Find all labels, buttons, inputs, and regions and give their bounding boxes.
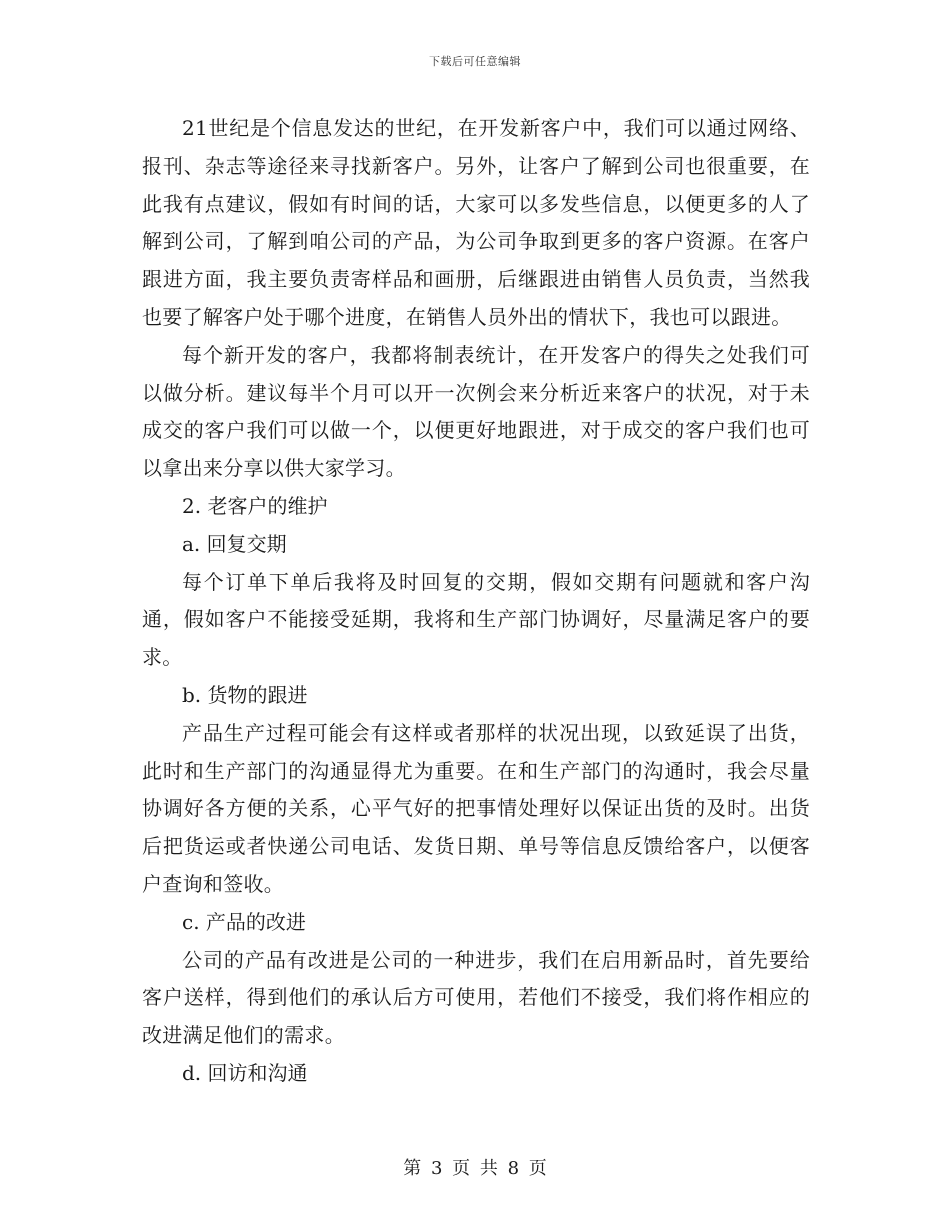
- section-heading-old-clients: 2. 老客户的维护: [182, 493, 328, 518]
- document-body: [142, 110, 810, 1093]
- page-header: 下载后可任意编辑: [429, 55, 521, 68]
- subheading-goods-followup: b. 货物的跟进: [182, 682, 308, 707]
- paragraph-client-statistics: 每个新开发的客户，我都将制表统计，在开发客户的得失之处我们可以做分析。建议每半个月可以开一次例会来分析近来客户的状况，对于未成交的客户我们可以做一个，以便更好地跟进，对于成交的客户我们也可以拿出来分享以供大家学习。: [142, 342, 810, 481]
- subheading-product-improvement: c. 产品的改进: [182, 909, 306, 934]
- subheading-delivery-reply: a. 回复交期: [182, 531, 287, 556]
- paragraph-delivery-reply: 每个订单下单后我将及时回复的交期，假如交期有问题就和客户沟通，假如客户不能接受延期，我将和生产部门协调好，尽量满足客户的要求。: [142, 569, 810, 670]
- paragraph-goods-followup: 产品生产过程可能会有这样或者那样的状况出现，以致延误了出货，此时和生产部门的沟通显得尤为重要。在和生产部门的沟通时，我会尽量协调好各方便的关系，心平气好的把事情处理好以保证出货的及时。出货后把货运或者快递公司电话、发货日期、单号等信息反馈给客户，以便客户查询和签收。: [142, 720, 810, 896]
- subheading-visits-communication: d. 回访和沟通: [182, 1060, 308, 1085]
- paragraph-product-improvement: 公司的产品有改进是公司的一种进步，我们在启用新品时，首先要给客户送样，得到他们的承认后方可使用，若他们不接受，我们将作相应的改进满足他们的需求。: [142, 947, 810, 1048]
- paragraph-new-clients: 21世纪是个信息发达的世纪，在开发新客户中，我们可以通过网络、报刊、杂志等途径来寻找新客户。另外，让客户了解到公司也很重要，在此我有点建议，假如有时间的话，大家可以多发些信息，以便更多的人了解到公司，了解到咱公司的产品，为公司争取到更多的客户资源。在客户跟进方面，我主要负责寄样品和画册，后继跟进由销售人员负责，当然我也要了解客户处于哪个进度，在销售人员外出的情状下，我也可以跟进。: [142, 116, 810, 329]
- page-number: 第 3 页 共 8 页: [403, 1158, 547, 1179]
